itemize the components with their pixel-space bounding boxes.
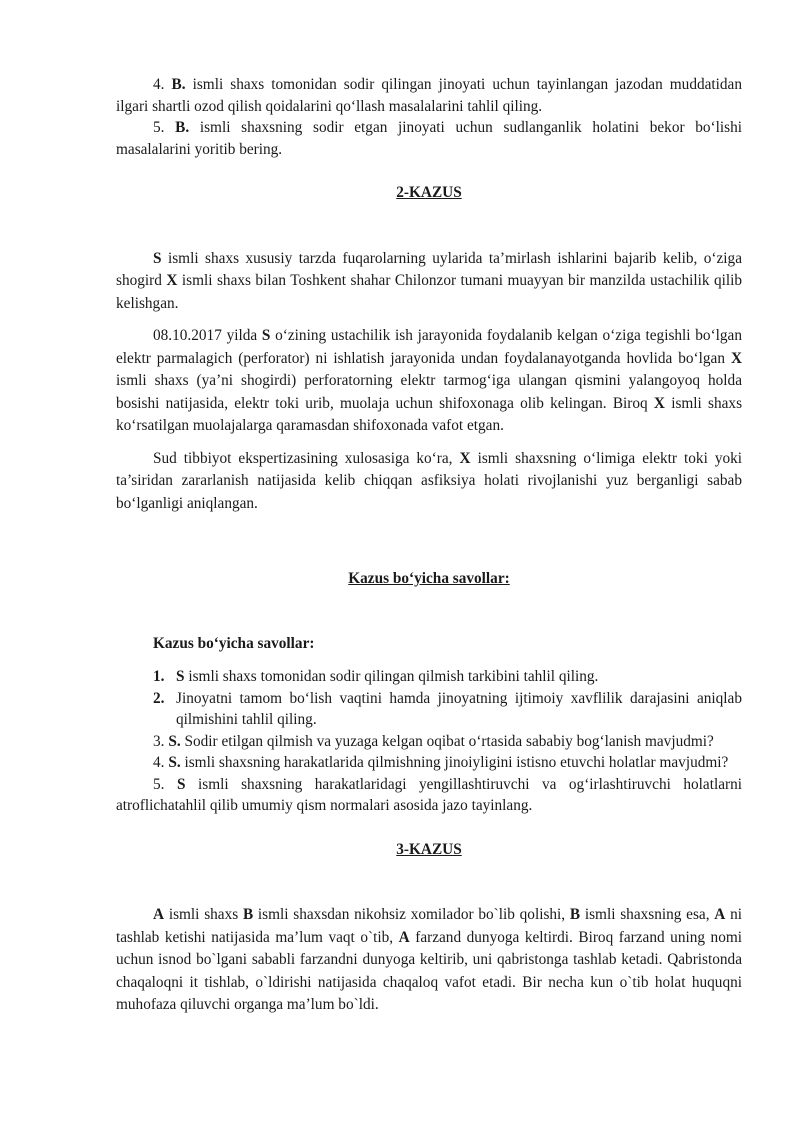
section-title: 2-KAZUS [396,184,462,201]
case-paragraph: S ismli shaxs xususiy tarzda fuqarolarning uylarida ta’mirlash ishlarini bajarib kelib, o‘ziga shogird X ismli shaxs bilan Toshkent shahar Chilonzor tumani muayyan bir manzilda ustachilik qilib kelishgan. [116,249,742,312]
case-paragraph: Sud tibbiyot ekspertizasining xulosasiga ko‘ra, X ismli shaxsning o‘limiga elektr toki yoki ta’siridan zararlanish natijasida kelib chiqqan asfiksiya holati rivojlanishi yuz berganligi sabab bo‘lganligi aniqlangan. [116,449,743,512]
list-item: 3. S. Sodir etilgan qilmish va yuzaga kelgan oqibat o‘rtasida sababiy bog‘lanish mavjudmi? [153,732,714,750]
list-item: 5. B. ismli shaxsning sodir etgan jinoyati uchun sudlanganlik holatini bekor bo‘lishi masalalarini yoritib bering. [116,119,742,158]
list-item: 4. B. ismli shaxs tomonidan sodir qilingan jinoyati uchun tayinlangan jazodan muddatidan ilgari shartli ozod qilish qoidalarini qo‘llash masalalarini tahlil qiling. [116,76,742,115]
section-title: 3-KAZUS [396,840,462,858]
list-item: 1. S ismli shaxs tomonidan sodir qilingan qilmish tarkibini tahlil qiling. [153,668,599,685]
list-item: 5. S ismli shaxsning harakatlaridagi yengillashtiruvchi va og‘irlashtiruvchi holatlarni atroflichatahlil qilib umumiy qism normalari asosida jazo tayinlang. [116,775,742,814]
questions-heading: Kazus bo‘yicha savollar: [348,570,510,587]
case-paragraph: 08.10.2017 yilda S o‘zining ustachilik ish jarayonida foydalanib kelgan o‘ziga tegishli bo‘lgan elektr parmalagich (perforator) ni ishlatish jarayonida undan foydalanayotganda hovlida bo‘lgan X ismli shaxs (ya’ni shogirdi) perforatorning elektr tarmog‘iga ulangan qismini yalangoyoq holda bosishi natijasida, elektr toki urib, muolaja uchun shifoxonaga olib kelingan. Biroq X ismli shaxs ko‘rsatilgan muolajalarga qaramasdan shifoxonada vafot etgan. [116,327,743,434]
questions-subheading: Kazus bo‘yicha savollar: [153,634,315,652]
list-item: 4. S. ismli shaxsning harakatlarida qilmishning jinoiyligini istisno etuvchi holatlar mavjudmi? [153,754,729,771]
question-list [116,666,742,731]
list-item: 2. Jinoyatni tamom bo‘lish vaqtini hamda jinoyatning ijtimoiy xavflilik darajasini aniqlab qilmishini tahlil qiling. [153,689,742,728]
case-paragraph: A ismli shaxs B ismli shaxsdan nikohsiz xomilador bo`lib qolishi, B ismli shaxsning esa, A ni tashlab ketishi natijasida ma’lum vaqt o`tib, A farzand dunyoga keltirdi. Biroq farzand uning nomi uchun isnod bo`lgani sababli farzandni dunyoga keltirib, uni qabristonga tashlab ketadi. Qabristonda chaqaloqni it tishlab, o`ldirishi natijasida chaqaloq vafot etadi. Bir necha kun o`tib holat huquqni muhofaza qiluvchi organga ma’lum bo`ldi. [116,906,743,1013]
